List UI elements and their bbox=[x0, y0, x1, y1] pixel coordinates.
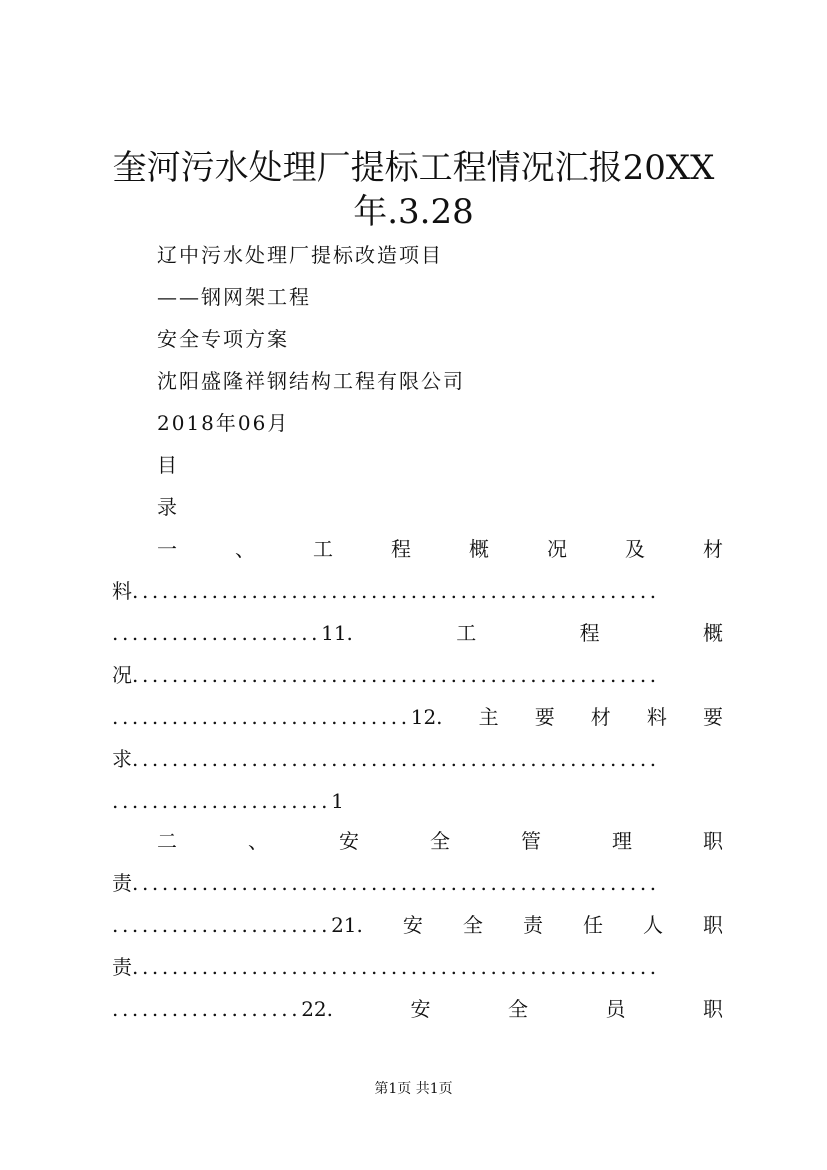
toc-char: 二 bbox=[157, 829, 177, 853]
toc-dots: ...................... bbox=[112, 789, 332, 813]
toc-item-2-1 bbox=[112, 913, 723, 937]
toc-char: 程 bbox=[391, 537, 411, 561]
toc-char: 安 bbox=[402, 913, 423, 937]
toc-char: 员 bbox=[605, 997, 626, 1021]
toc-dots: ..................................................... bbox=[132, 871, 660, 895]
toc-char: 全 bbox=[430, 829, 450, 853]
plan-title: 安全专项方案 bbox=[157, 327, 289, 351]
toc-dots: ..................... bbox=[112, 621, 322, 645]
toc-char: 工 bbox=[456, 621, 477, 645]
toc-char: 料 bbox=[112, 579, 132, 603]
toc-item-lead bbox=[112, 997, 333, 1021]
toc-dots: ...................... bbox=[112, 913, 332, 937]
toc-char: 概 bbox=[703, 621, 723, 645]
toc-dots: ..................................................... bbox=[132, 579, 660, 603]
toc-char: 管 bbox=[521, 829, 541, 853]
toc-number: 11. bbox=[321, 621, 353, 645]
toc-char: 人 bbox=[642, 913, 663, 937]
toc-char: 全 bbox=[507, 997, 528, 1021]
toc-char: 要 bbox=[702, 705, 723, 729]
title-line-2: 年.3.28 bbox=[353, 192, 474, 232]
toc-char: 概 bbox=[469, 537, 489, 561]
toc-char: 、 bbox=[235, 537, 255, 561]
toc-item-1-2 bbox=[112, 705, 723, 729]
toc-dots: ................... bbox=[112, 997, 302, 1021]
project-subtitle: ——钢网架工程 bbox=[157, 285, 311, 309]
toc-char: 况 bbox=[112, 663, 132, 687]
toc-heading-char-1: 目 bbox=[157, 453, 179, 477]
toc-dots: .............................. bbox=[112, 705, 411, 729]
project-name: 辽中污水处理厂提标改造项目 bbox=[157, 243, 443, 267]
toc-number: 21. bbox=[331, 913, 363, 937]
toc-char: 求 bbox=[112, 747, 132, 771]
toc-char: 主 bbox=[478, 705, 499, 729]
toc-item-lead bbox=[112, 705, 443, 729]
toc-char: 材 bbox=[590, 705, 611, 729]
toc-char: 职 bbox=[702, 997, 723, 1021]
toc-char: 及 bbox=[625, 537, 645, 561]
toc-item-1-2-leader bbox=[112, 747, 740, 771]
toc-dots: ..................................................... bbox=[132, 663, 660, 687]
toc-item-lead bbox=[112, 913, 363, 937]
toc-page-number: 1 bbox=[331, 789, 344, 813]
toc-char: 责 bbox=[112, 871, 132, 895]
toc-char: 况 bbox=[547, 537, 567, 561]
toc-section-1-heading bbox=[157, 537, 723, 561]
toc-section-1-leader bbox=[112, 579, 740, 603]
toc-section-2-heading bbox=[157, 829, 723, 853]
toc-char: 职 bbox=[703, 829, 723, 853]
toc-char: 职 bbox=[702, 913, 723, 937]
toc-char: 理 bbox=[612, 829, 632, 853]
toc-char: 料 bbox=[646, 705, 667, 729]
toc-char: 任 bbox=[582, 913, 603, 937]
toc-item-1-1 bbox=[112, 621, 723, 645]
toc-dots: ..................................................... bbox=[132, 955, 660, 979]
toc-char: 工 bbox=[313, 537, 333, 561]
toc-char: 安 bbox=[339, 829, 359, 853]
toc-dots: ..................................................... bbox=[132, 747, 660, 771]
toc-item-2-2 bbox=[112, 997, 723, 1021]
toc-section-2-leader bbox=[112, 871, 740, 895]
toc-char: 责 bbox=[112, 955, 132, 979]
toc-number: 22. bbox=[301, 997, 334, 1021]
company-name: 沈阳盛隆祥钢结构工程有限公司 bbox=[157, 369, 465, 393]
toc-char: 、 bbox=[248, 829, 268, 853]
toc-char: 全 bbox=[462, 913, 483, 937]
toc-char: 要 bbox=[534, 705, 555, 729]
toc-item-1-2-page bbox=[112, 789, 740, 813]
toc-char: 一 bbox=[157, 537, 177, 561]
toc-number: 12. bbox=[410, 705, 443, 729]
document-date: 2018年06月 bbox=[157, 411, 290, 435]
toc-item-1-1-leader bbox=[112, 663, 740, 687]
toc-heading-char-2: 录 bbox=[157, 495, 179, 519]
toc-item-lead bbox=[112, 621, 353, 645]
toc-item-2-1-leader bbox=[112, 955, 740, 979]
toc-char: 程 bbox=[579, 621, 600, 645]
toc-char: 材 bbox=[703, 537, 723, 561]
page-footer: 第1页 共1页 bbox=[374, 1081, 453, 1097]
toc-char: 责 bbox=[522, 913, 543, 937]
toc-char: 安 bbox=[410, 997, 431, 1021]
title-line-1: 奎河污水处理厂提标工程情况汇报20XX bbox=[112, 148, 715, 188]
